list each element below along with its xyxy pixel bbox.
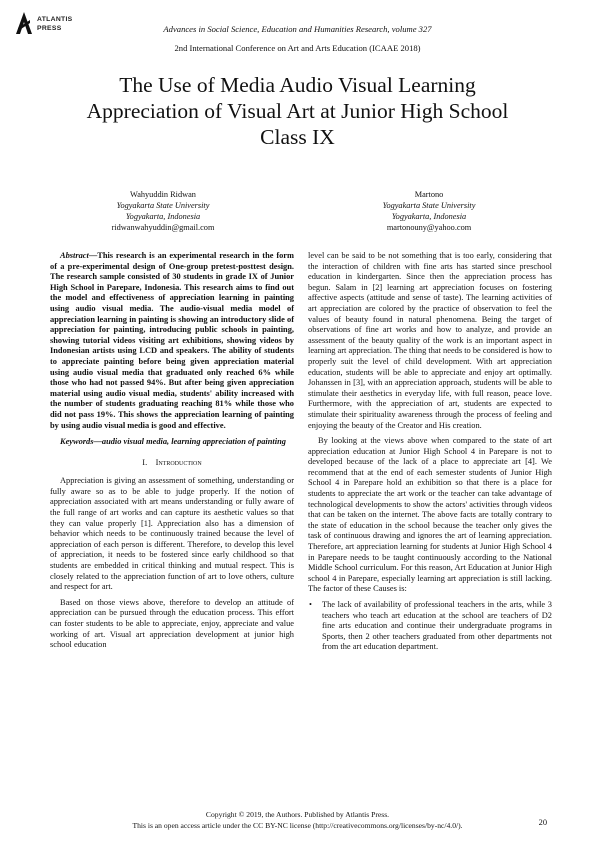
section-title: Introduction xyxy=(155,457,202,467)
author-city: Yogyakarta, Indonesia xyxy=(391,212,467,221)
keywords-label: Keywords xyxy=(60,437,94,447)
paper-title xyxy=(40,72,555,150)
author-name: Wahyuddin Ridwan xyxy=(130,190,196,199)
author-email[interactable]: martonouny@yahoo.com xyxy=(386,223,472,232)
footer-copyright: Copyright © 2019, the Authors. Published by Atlantis Press. xyxy=(205,810,390,819)
title-line-1: The Use of Media Audio Visual Learning xyxy=(119,73,476,97)
body-paragraph: Appreciation is giving an assessment of something, understanding or fully aware so as to be able to judge properly. If the notion of appreciation associated with art means understanding or fully aware of the full range of art works and can capture its aesthetic values so that they can value properly [1]. Appreciation also has a dimension of behavior which needs to be continuously trained because the level of appreciation of each person is different. Therefore, to develop this level of appreciation, it needs to be fostered since early childhood so that students are embedded in critical thinking and mutual respect. This is closely related to the appreciation function of art to love others, culture and respect for art. xyxy=(50,476,294,592)
title-line-3: Class IX xyxy=(260,125,335,149)
body-paragraph: level can be said to be not something that is too early, considering that the interaction of children with fine arts has started since preschool education in kindergarten. Since then the appreciation process has begun. Salam in [2] learning art appreciation focuses on fostering affective aspects (attitude and sense of taste). The learning activities of art appreciation are colored by the practice of observation to feel the values of beauty found in natural phenomena. Being the target of observations of fine art works and how to analyze, and provide an assessment of the beauty quality of the work is an important aspect in learning art appreciation. The thing that needs to be considered is how to properly suit the level of child development. With art appreciation education, students will be able to appreciate and enjoy art optimally. Johanssen in [3], with an appreciation approach, students will be able to stimulate their aesthetics in everyday life, with full reason, peace love. Furthermore, with the appreciation of art, students are expected to stimulate their spirituality awareness through the process of feeling and enjoying the beauty of the Creator and His creation. xyxy=(308,251,552,430)
author-block-2 xyxy=(314,189,544,233)
logo-sub: PRESS xyxy=(37,25,62,32)
body-paragraph: Based on those views above, therefore to develop an attitude of appreciation can be pursued through the education process. This effort can foster students to be able to appreciate, enjoy, appreciate and value working of art. Visual art appreciation development at junior high school education xyxy=(50,597,294,650)
keywords-text: —audio visual media, learning appreciation of painting xyxy=(93,437,286,447)
page-number: 20 xyxy=(538,818,547,827)
left-column xyxy=(50,251,294,656)
abstract-text: —This research is an experimental research in the form of a pre-experimental design of One-group pretest-posttest design. The research sample consisted of 30 students in grade IX of Junior High School in Parepare, Indonesia. This research aims to find out the model and effectiveness of appreciation learning in painting using audio visual media. The audio-visual media model of appreciation learning in painting is showing an introductory slide of appreciation for painting, introducing public schools in painting, showing tutorial videos visiting art exhibitions, showing videos by Indonesian artists using LCD and speakers. The ability of students to appreciate painting before being given appreciation material using audio visual media that graduated only reached 6% while those who had not passed 94%. But after being given appreciation material using audio visual media, students' ability increased with the number of students graduating reaching 81% while those who did not pass 19%. This shows the appreciation learning of painting by using audio visual media is good and effective. xyxy=(50,251,294,430)
list-item: • The lack of availability of professional teachers in the arts, while 3 teachers who teach art education at the school are teachers of D2 fine arts education and continue their undergraduate programs in Sports, then 2 other teachers graduated from other departments not from the art education department. xyxy=(322,600,552,653)
abstract-label: Abstract xyxy=(60,251,89,260)
bullet-list xyxy=(308,600,552,653)
body-paragraph: By looking at the views above when compared to the state of art appreciation education at Junior High School 4 in Parepare is not to developed because of the lack of a place to appreciate art [4]. We recommend that at the end of each semester students of Junior High School 4 in Parepare hold an exhibition so that there is a place for students to appreciate the art work or the teacher can take advantage of technological developments to show the actors' activities through videos that can be taken on the internet. The above facts are totally contrary to the state of education in the school because the teacher only gives the task of continuous drawing and ignores the art of learning appreciation. Therefore, art appreciation learning for students at Junior High School 4 in Parepare needs to be taught continuously according to the National Middle School curriculum. For this reason, Art Education at Junior High school 4 in Parepare, especially learning art appreciation is still lacking. The factor of these Causes is: xyxy=(308,436,552,594)
author-city: Yogyakarta, Indonesia xyxy=(125,212,201,221)
section-number: I. xyxy=(142,457,148,467)
author-name: Martono xyxy=(414,190,444,199)
conference-line: 2nd International Conference on Art and Arts Education (ICAAE 2018) xyxy=(174,43,421,53)
logo-name: ATLANTIS xyxy=(37,16,73,23)
section-heading xyxy=(50,458,294,469)
author-block-1 xyxy=(48,189,278,233)
keywords xyxy=(50,437,294,448)
journal-line: Advances in Social Science, Education and Humanities Research, volume 327 xyxy=(163,24,432,34)
title-line-2: Appreciation of Visual Art at Junior High School xyxy=(86,99,509,123)
footer-license[interactable]: This is an open access article under the CC BY-NC license (http://creativecommons.org/licenses/by-nc/4.0/). xyxy=(132,821,463,830)
author-university: Yogyakarta State University xyxy=(382,201,476,210)
author-email[interactable]: ridwanwahyuddin@gmail.com xyxy=(111,223,215,232)
right-column xyxy=(308,251,552,653)
abstract xyxy=(50,251,294,431)
author-university: Yogyakarta State University xyxy=(116,201,210,210)
